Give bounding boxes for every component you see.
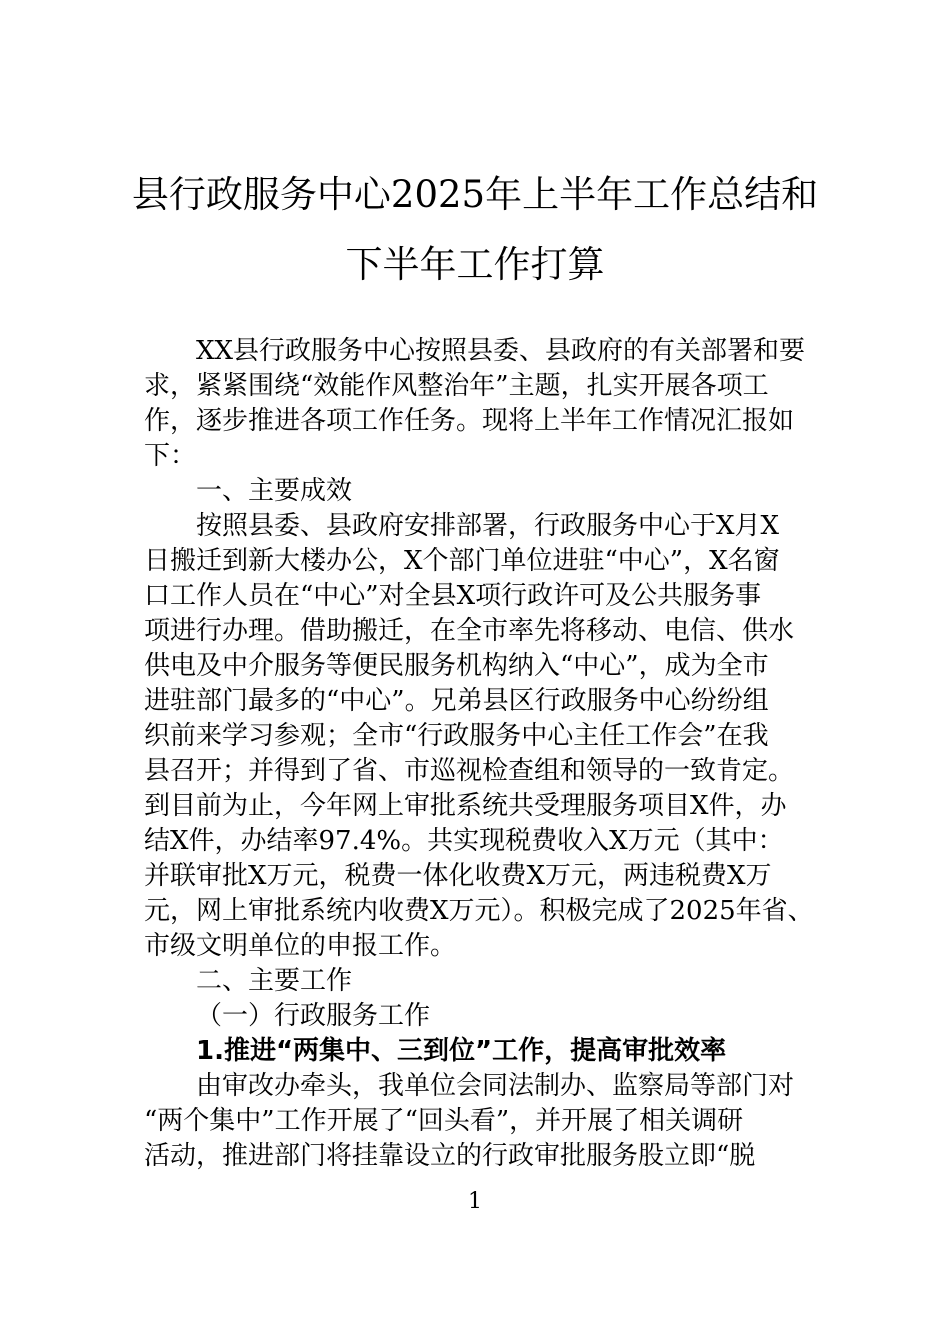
body-text-line: （一）行政服务工作 xyxy=(196,1001,431,1031)
body-text-line: 县召开；并得到了省、市巡视检查组和领导的一致肯定。 xyxy=(144,756,795,786)
body-text-line: 一、主要成效 xyxy=(196,476,353,506)
body-text-line: 下： xyxy=(144,441,197,471)
body-text-line: 口工作人员在“中心”对全县X项行政许可及公共服务事 xyxy=(144,581,762,611)
body-text-line: 按照县委、县政府安排部署，行政服务中心于X月X xyxy=(196,511,780,541)
body-text-line: 二、主要工作 xyxy=(196,966,353,996)
body-text-line: 元，网上审批系统内收费X万元）。积极完成了2025年省、 xyxy=(144,896,814,926)
body-text-line: 项进行办理。借助搬迁，在全市率先将移动、电信、供水 xyxy=(144,616,795,646)
section-heading-line: 1.推进“两集中、三到位”工作，提高审批效率 xyxy=(196,1036,727,1066)
body-text-line: 进驻部门最多的“中心”。兄弟县区行政服务中心纷纷组 xyxy=(144,686,769,716)
page-number: 1 xyxy=(468,1189,482,1214)
body-text-line: 织前来学习参观；全市“行政服务中心主任工作会”在我 xyxy=(144,721,769,751)
body-text-line: 并联审批X万元，税费一体化收费X万元，两违税费X万 xyxy=(144,861,772,891)
body-text-line: 求，紧紧围绕“效能作风整治年”主题，扎实开展各项工 xyxy=(144,371,769,401)
body-text-line: 日搬迁到新大楼办公，X个部门单位进驻“中心”，X名窗 xyxy=(144,546,780,576)
document-body xyxy=(144,334,814,1174)
body-text-line: 结X件，办结率97.4%。共实现税费收入X万元（其中： xyxy=(144,826,784,856)
body-text-line: 作，逐步推进各项工作任务。现将上半年工作情况汇报如 xyxy=(144,406,795,436)
body-text-line: 供电及中介服务等便民服务机构纳入“中心”，成为全市 xyxy=(144,651,769,681)
body-text-line: “两个集中”工作开展了“回头看”，并开展了相关调研 xyxy=(144,1106,744,1136)
body-text-line: 由审改办牵头，我单位会同法制办、监察局等部门对 xyxy=(196,1071,795,1101)
document-title-line-2: 下半年工作打算 xyxy=(345,243,605,286)
body-text-line: XX县行政服务中心按照县委、县政府的有关部署和要 xyxy=(196,336,806,366)
document-title-line-1: 县行政服务中心2025年上半年工作总结和 xyxy=(131,173,819,216)
body-text-line: 市级文明单位的申报工作。 xyxy=(144,931,457,961)
body-text-line: 活动，推进部门将挂靠设立的行政审批服务股立即“脱 xyxy=(144,1141,756,1171)
body-text-line: 到目前为止，今年网上审批系统共受理服务项目X件，办 xyxy=(144,791,787,821)
